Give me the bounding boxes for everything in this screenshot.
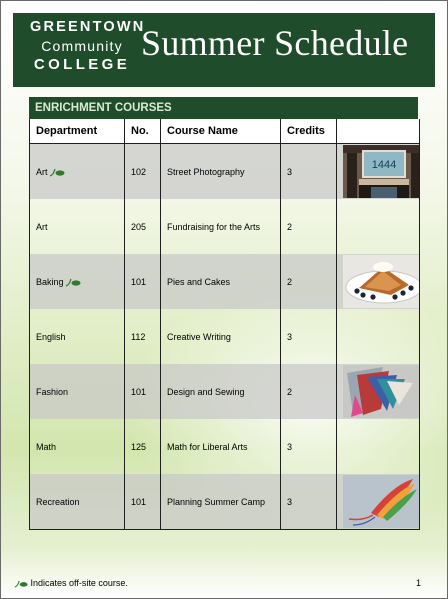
cell-number: 102 (125, 144, 161, 200)
cell-department (30, 419, 125, 474)
logo-line-3: COLLEGE (33, 55, 131, 73)
cell-number: 112 (125, 309, 161, 364)
building-photo (343, 145, 420, 198)
cell-number: 101 (125, 474, 161, 530)
pie-photo (343, 255, 420, 308)
cell-number: 101 (125, 364, 161, 419)
department-text: English (36, 331, 66, 342)
department-text: Math (36, 441, 57, 452)
fabric-photo (343, 365, 420, 418)
svg-text:1444: 1444 (371, 159, 397, 171)
cell-department (30, 144, 125, 200)
cell-course-name: Planning Summer Camp (161, 474, 281, 530)
cell-credits: 3 (281, 419, 337, 474)
page-title: Summer Schedule (141, 23, 409, 63)
department-text: Art (36, 221, 48, 232)
cell-photo (337, 144, 420, 200)
table-row (30, 309, 420, 364)
page-number: 1 (415, 578, 421, 588)
column-header-photo (337, 119, 420, 144)
table-row (30, 144, 420, 200)
column-header-department: Department (30, 119, 125, 144)
column-header-credits: Credits (281, 119, 337, 144)
column-header-number: No. (125, 119, 161, 144)
cell-department (30, 199, 125, 254)
department-text: Baking (36, 276, 64, 287)
cell-credits: 3 (281, 474, 337, 530)
leaf-icon (14, 580, 28, 588)
cell-photo (337, 199, 420, 254)
cell-course-name: Design and Sewing (161, 364, 281, 419)
cell-credits: 3 (281, 144, 337, 200)
cell-number: 125 (125, 419, 161, 474)
logo-line-2: Community (41, 37, 123, 54)
cell-credits: 2 (281, 199, 337, 254)
cell-credits: 2 (281, 254, 337, 309)
cell-course-name: Creative Writing (161, 309, 281, 364)
department-text: Recreation (36, 496, 80, 507)
cell-photo (337, 364, 420, 419)
cell-credits: 2 (281, 364, 337, 419)
department-text: Fashion (36, 386, 69, 397)
leaf-icon (49, 168, 65, 177)
table-row (30, 199, 420, 254)
cell-photo (337, 474, 420, 530)
cell-course-name: Street Photography (161, 144, 281, 200)
footer-legend (13, 578, 128, 588)
table-header-row (30, 119, 420, 144)
table-row (30, 364, 420, 419)
department-text: Art (36, 166, 48, 177)
cell-credits: 3 (281, 309, 337, 364)
cell-photo (337, 419, 420, 474)
footer-note-text: Indicates off-site course. (30, 578, 128, 588)
table-row (30, 254, 420, 309)
cell-department (30, 309, 125, 364)
cell-course-name: Pies and Cakes (161, 254, 281, 309)
cell-course-name: Math for Liberal Arts (161, 419, 281, 474)
college-logo (30, 19, 146, 73)
kite-photo (343, 475, 420, 528)
table-row (30, 474, 420, 530)
cell-photo (337, 309, 420, 364)
cell-number: 205 (125, 199, 161, 254)
cell-department (30, 474, 125, 530)
section-title: ENRICHMENT COURSES (29, 97, 418, 119)
column-header-course-name: Course Name (161, 119, 281, 144)
header-banner (13, 13, 435, 87)
logo-line-1: GREENTOWN (30, 19, 146, 35)
cell-number: 101 (125, 254, 161, 309)
leaf-icon (65, 278, 81, 287)
cell-photo (337, 254, 420, 309)
cell-department (30, 254, 125, 309)
table-row (30, 419, 420, 474)
cell-course-name: Fundraising for the Arts (161, 199, 281, 254)
course-table (29, 119, 420, 530)
cell-department (30, 364, 125, 419)
